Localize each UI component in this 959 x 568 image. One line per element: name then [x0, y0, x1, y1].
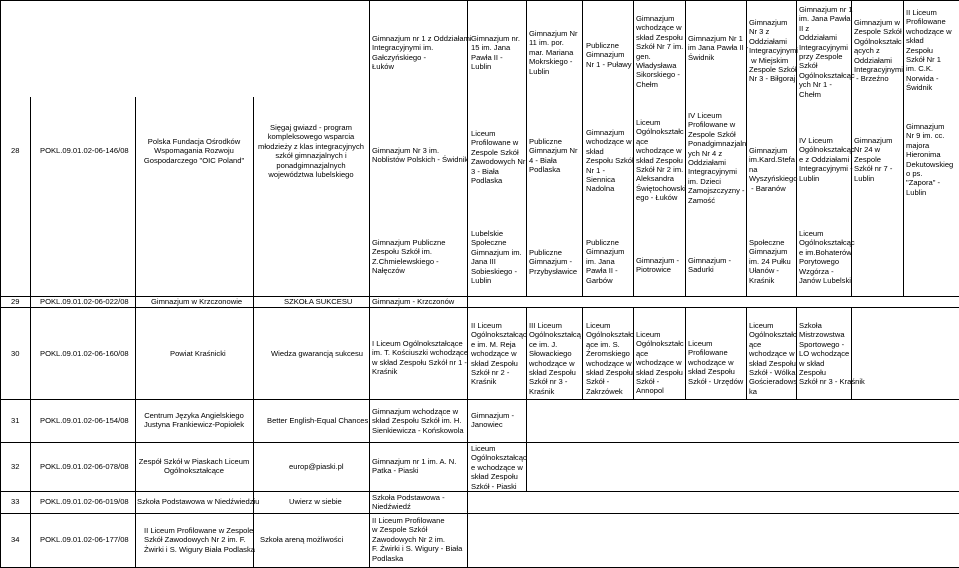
school-cell: Liceum Ogólnokształc ące wchodzące w skład Zespołu Szkół Nr 2 im. Aleksandra Świętochowski ego - Łuków — [636, 118, 686, 203]
col-divider — [30, 97, 31, 568]
school-cell: Gimnazjum nr 1 im. A. N. Patka - Piaski — [372, 457, 457, 476]
school-cell: Liceum Ogólnokształc ące wchodzące w skład Zespołu Szkół - Wólka Gościeradows ka — [749, 321, 798, 396]
project-code: POKL.09.01.02-06-177/08 — [40, 535, 129, 544]
project-title: SZKOŁA SUKCESU — [284, 297, 353, 306]
school-cell: Społeczne Gimnazjum im. 24 Pułku Ułanów - Kraśnik — [749, 238, 791, 285]
school-cell: Gimnazjum - Janowiec — [471, 411, 515, 430]
row-number: 33 — [11, 497, 20, 506]
school-cell: Gimnazjum im.Kard.Stefa na Wyszyńskiego - Baranów — [749, 146, 798, 193]
organization-name: II Liceum Profilowane w Zespole Szkół Zawodowych Nr 2 im. F. Żwirki i S. Wigury Biała Podlaska — [144, 526, 255, 554]
project-code: POKL.09.01.02-06-022/08 — [40, 297, 129, 306]
col-divider — [135, 97, 136, 568]
col-divider — [582, 0, 583, 296]
school-cell: Gimnazjum - Krzczonów — [372, 297, 455, 306]
row-divider — [0, 399, 959, 400]
school-cell: Gimnazjum - Piotrowice — [636, 256, 680, 275]
school-cell: Liceum Ogólnokształcąc e wchodzące w skład Zespołu Szkół - Piaski — [471, 444, 527, 491]
school-cell: Gimnazjum Nr 24 w Zespole Szkół nr 7 - Lublin — [854, 136, 893, 183]
col-divider — [369, 0, 370, 568]
school-cell: Gimnazjum Nr 9 im. cc. majora Hieronima Dekutowskieg o ps. "Zapora" - Lublin — [906, 122, 954, 197]
row-number: 30 — [11, 349, 20, 358]
school-cell: Liceum Profilowane wchodzące w skład Zespołu Szkół - Urzędów — [688, 339, 744, 386]
school-cell: Szkoła Mistrzowstwa Sportowego - LO wchodzące w skład Zespołu Szkół nr 3 - Kraśnik — [799, 321, 865, 387]
school-cell: II Liceum Profilowane wchodzące w skład Zespołu Szkół Nr 1 im. C.K. Norwida - Świdnik — [906, 8, 952, 93]
col-divider — [685, 307, 686, 399]
row-divider — [0, 491, 959, 492]
school-cell: II Liceum Profilowane w Zespole Szkół Zawodowych Nr 2 im. F. Żwirki i S. Wigury - Biała Podlaska — [372, 516, 463, 563]
school-cell: Gimnazjum Nr 1 im Jana Pawła II - Świdnik — [688, 34, 749, 62]
school-cell: I Liceum Ogólnokształcące im. T. Kościuszki wchodzące w skład Zespołu Szkół nr 1 - Kraśnik — [372, 339, 469, 377]
row-number: 29 — [11, 297, 20, 306]
col-divider — [0, 0, 1, 568]
school-cell: Gimnazjum wchodzące w skład Zespołu Szkół im. H. Sienkiewicza - Końskowola — [372, 407, 464, 435]
col-divider — [467, 296, 468, 307]
organization-name: Polska Fundacja Ośrodków Wspomagania Rozwoju Gospodarczego "OIC Poland" — [143, 137, 245, 165]
row-number: 34 — [11, 535, 20, 544]
project-title: europ@piaski.pl — [289, 462, 344, 471]
project-code: POKL.09.01.02-06-154/08 — [40, 416, 129, 425]
school-cell: Publiczne Gimnazjum Nr 1 - Puławy — [586, 41, 632, 69]
school-cell: Szkoła Podstawowa - Niedźwiedź — [372, 493, 445, 512]
school-cell: Publiczne Gimnazjum im. Jana Pawła II - Garbów — [586, 238, 625, 285]
school-cell: Liceum Ogólnokształc ące im. S. Żeromskiego wchodzące w skład Zespołu Szkół - Zakrzówek — [586, 321, 634, 396]
row-divider — [0, 513, 959, 514]
project-code: POKL.09.01.02-06-160/08 — [40, 349, 129, 358]
school-cell: Publiczne Gimnazjum Nr 4 - Biała Podlaska — [529, 137, 578, 175]
school-cell: Gimnazjum nr. 15 im. Jana Pawła II - Lublin — [471, 34, 520, 72]
school-cell: Gimnazjum wchodzące w skład Zespołu Szkół Nr 1 - Siennica Nadolna — [586, 128, 634, 194]
school-cell: Gimnazjum Nr 3 z Oddziałami Integracyjnymi w Miejskim Zespole Szkół Nr 3 - Biłgoraj — [749, 18, 798, 84]
col-divider — [582, 307, 583, 399]
col-divider — [746, 307, 747, 399]
project-title: Szkoła areną możliwości — [260, 535, 344, 544]
project-title: Uwierz w siebie — [289, 497, 342, 506]
project-title: Wiedza gwarancją sukcesu — [271, 349, 364, 358]
school-cell: Liceum Profilowane w Zespole Szkół Zawodowych Nr 3 - Biała Podlaska — [471, 129, 526, 186]
organization-name: Powiat Kraśnicki — [170, 349, 226, 358]
row-number: 31 — [11, 416, 20, 425]
project-title: Sięgaj gwiazd - program kompleksowego wsparcia młodzieży z klas integracyjnych szkół gimnazjalnych i ponadgimnazjalnych województwa lubelskiego — [258, 123, 364, 180]
organization-name: Gimnazjum w Krzczonowie — [151, 297, 243, 306]
row-number: 28 — [11, 146, 20, 155]
school-cell: Gimnazjum nr 1 im. Jana Pawła II z Oddziałami Integracyjnymi przy Zespole Szkół Ogólnokształcąc ych Nr 1 - Chełm — [799, 5, 855, 99]
school-cell: III Liceum Ogólnokształcą ce im. J. Słowackiego wchodzące w skład Zespołu Szkół nr 3 - Kraśnik — [529, 321, 581, 396]
row-divider — [0, 442, 959, 443]
school-cell: Liceum Ogólnokształc ące wchodzące w skład Zespołu Szkół - Annopol — [636, 330, 684, 396]
school-cell: IV Liceum Profilowane w Zespole Szkół Ponadgimnazjaln ych Nr 4 z Oddziałami Integracyjnymi im. Dzieci Zamojszczyzny - Zamość — [688, 111, 747, 205]
col-divider — [467, 399, 468, 567]
school-cell: Lubelskie Społeczne Gimnazjum im. Jana III Sobieskiego - Lublin — [471, 229, 522, 286]
col-divider — [526, 0, 527, 296]
project-code: POKL.09.01.02-06-019/08 — [40, 497, 129, 506]
school-cell: Liceum Ogólnokształcąc e im.Bohaterów Porytowego Wzgórza - Janów Lubelski — [799, 229, 855, 286]
col-divider — [903, 0, 904, 296]
row-divider — [0, 296, 959, 297]
school-cell: Gimnazjum nr 1 z Oddziałami Integracyjnymi im. Gałczyńskiego - Łuków — [372, 34, 472, 72]
organization-name: Centrum Języka Angielskiego Justyna Frankiewicz-Popiołek — [143, 411, 245, 430]
row-divider — [0, 0, 959, 1]
organization-name: Zespół Szkół w Piaskach Liceum Ogólnokształcące — [138, 457, 250, 476]
school-cell: Gimnazjum Nr 11 im. por. mar. Mariana Mokrskiego - Lublin — [529, 29, 578, 76]
school-cell: Gimnazjum - Sadurki — [688, 256, 732, 275]
school-cell: Gimnazjum Nr 3 im. Noblistów Polskich - Świdnik — [372, 146, 469, 165]
school-cell: IV Liceum Ogólnokształcąc e z Oddziałami Integracyjnymi - Lublin — [799, 136, 855, 183]
school-cell: Gimnazjum wchodzące w skład Zespołu Szkół Nr 7 im. gen. Władysława Sikorskiego - Chełm — [636, 14, 684, 89]
school-cell: II Liceum Ogólnokształcąc e im. M. Reja wchodzące w skład Zespołu Szkół nr 2 - Kraśnik — [471, 321, 527, 387]
organization-name: Szkoła Podstawowa w Niedźwiedziu — [137, 497, 260, 506]
row-number: 32 — [11, 462, 20, 471]
project-code: POKL.09.01.02-06-078/08 — [40, 462, 129, 471]
school-cell: Gimnazjum Publiczne Zespołu Szkół im. Z.Chmielewskiego - Nałęczów — [372, 238, 446, 276]
school-cell: Gimnazjum w Zespole Szkół Ogólnokształc ących z Oddziałami Integracyjnymi - Brzeźno — [854, 18, 903, 84]
school-cell: Publiczne Gimnazjum - Przybysławice — [529, 248, 578, 276]
project-code: POKL.09.01.02-06-146/08 — [40, 146, 129, 155]
row-divider — [0, 307, 959, 308]
project-title: Better English-Equal Chances — [267, 416, 369, 425]
